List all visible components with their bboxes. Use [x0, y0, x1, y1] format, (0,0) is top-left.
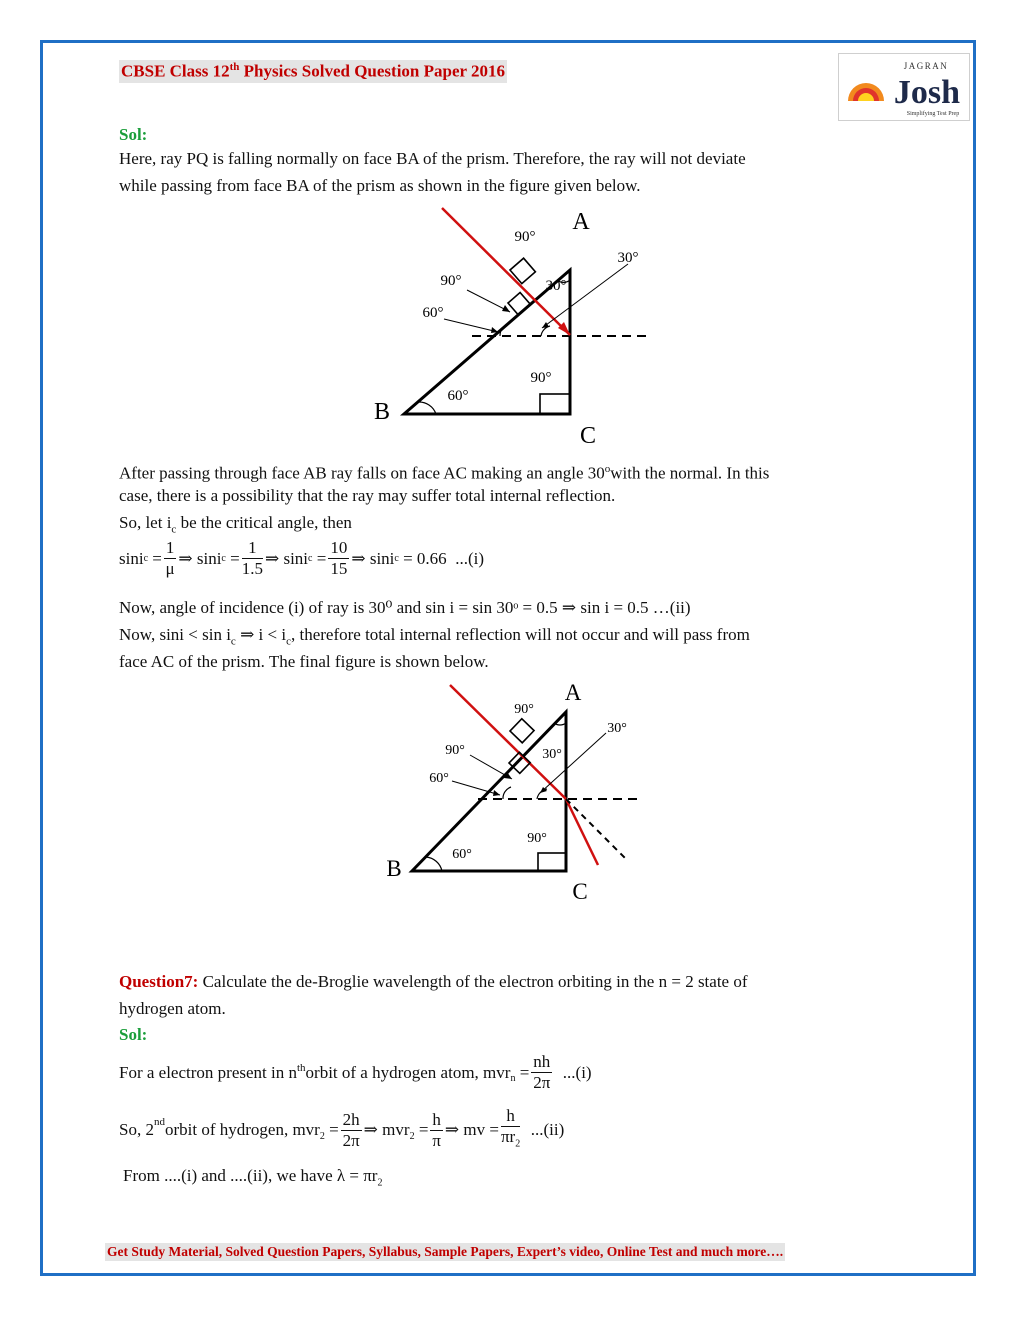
svg-text:C: C: [572, 879, 588, 904]
svg-text:Josh: Josh: [893, 74, 961, 111]
question7-line2: hydrogen atom.: [119, 999, 226, 1018]
para2-line3: So, let $i_c$ be the critical angle, then: [119, 513, 352, 536]
wavelength-result: From ....(i) and ....(ii), we have $\lambda = \pi r_2$: [123, 1166, 383, 1189]
svg-text:90°: 90°: [514, 702, 534, 717]
ray-path: [442, 208, 570, 335]
question7-line1: Question7: Calculate the de-Broglie wavelength of the electron orbiting in the n = 2 state of: [119, 972, 748, 991]
prism-figure-2: [370, 675, 660, 905]
svg-text:A: A: [572, 209, 590, 235]
sol1-label: Sol:: [119, 125, 148, 144]
incident-ray: [450, 685, 566, 799]
svg-text:60°: 60°: [429, 771, 449, 786]
para2-line2: case, there is a possibility that the ray may suffer total internal reflection.: [119, 486, 616, 505]
refracted-ray: [566, 799, 598, 865]
footer-promo-text: Get Study Material, Solved Question Papers, Syllabus, Sample Papers, Expert’s video, Online Test and much more….: [107, 1244, 784, 1259]
svg-text:60°: 60°: [447, 388, 469, 404]
page-header-title: CBSE Class 12th Physics Solved Question Paper 2016: [121, 61, 505, 81]
svg-text:30°: 30°: [545, 278, 567, 294]
sol2-label: Sol:: [119, 1025, 148, 1044]
para3-line1: Now, angle of incidence (i) of ray is 30⁰ and sin i = sin 30ᵒ = 0.5 ⇒ sin i = 0.5 …(ii): [119, 598, 691, 617]
svg-text:B: B: [373, 399, 391, 425]
extended-ray: [566, 799, 628, 861]
para3-line2: Now, $\sin i < \sin i_c$ ⇒ $i < i_c$, therefore total internal reflection will not occur and will pass from: [119, 625, 750, 648]
svg-text:60°: 60°: [452, 847, 472, 862]
sol1-line1: Here, ray PQ is falling normally on face BA of the prism. Therefore, the ray will not deviate: [119, 149, 746, 168]
svg-text:90°: 90°: [445, 743, 465, 758]
svg-text:90°: 90°: [527, 831, 547, 846]
sol1-line2: while passing from face BA of the prism as shown in the figure given below.: [119, 176, 641, 195]
svg-text:30°: 30°: [607, 721, 627, 736]
svg-text:60°: 60°: [422, 305, 444, 321]
svg-text:90°: 90°: [514, 229, 536, 245]
second-orbit-equation: So, 2 $^{nd}$ orbit of hydrogen, mvr $_2$ = $\frac{2h}{2\pi}$ ⇒ mvr $_2$ = $\frac{h}{\pi}$ ⇒ mv = $\frac{h}{\pi r_2}$ ...(ii): [119, 1106, 565, 1150]
svg-text:JAGRAN: JAGRAN: [903, 61, 949, 71]
prism-figure-1: [360, 200, 660, 450]
para2-line1: After passing through face AB ray falls on face AC making an angle 30$^o$with the normal. In this: [119, 463, 770, 483]
svg-text:A: A: [564, 680, 582, 705]
svg-text:30°: 30°: [617, 250, 639, 266]
svg-text:90°: 90°: [440, 273, 462, 289]
svg-text:90°: 90°: [530, 370, 552, 386]
bohr-quantization-equation: For a electron present in n $^{th}$ orbit of a hydrogen atom, mvr $_n$ = $\frac{nh}{2\pi}$ ...(i): [119, 1052, 592, 1092]
critical-angle-equation: sini c = $\frac{1}{\mu}$ ⇒ sini c = $\frac{1}{1.5}$ ⇒ sini c = $\frac{10}{15}$ ⇒ sini c = 0.66 ...(i): [119, 538, 484, 578]
para3-line3: face AC of the prism. The final figure is shown below.: [119, 652, 489, 671]
svg-text:C: C: [579, 423, 597, 449]
jagran-josh-logo: [838, 53, 970, 121]
svg-text:Simplifying Test Prep: Simplifying Test Prep: [906, 111, 960, 117]
svg-text:30°: 30°: [542, 747, 562, 762]
svg-text:B: B: [386, 856, 402, 881]
